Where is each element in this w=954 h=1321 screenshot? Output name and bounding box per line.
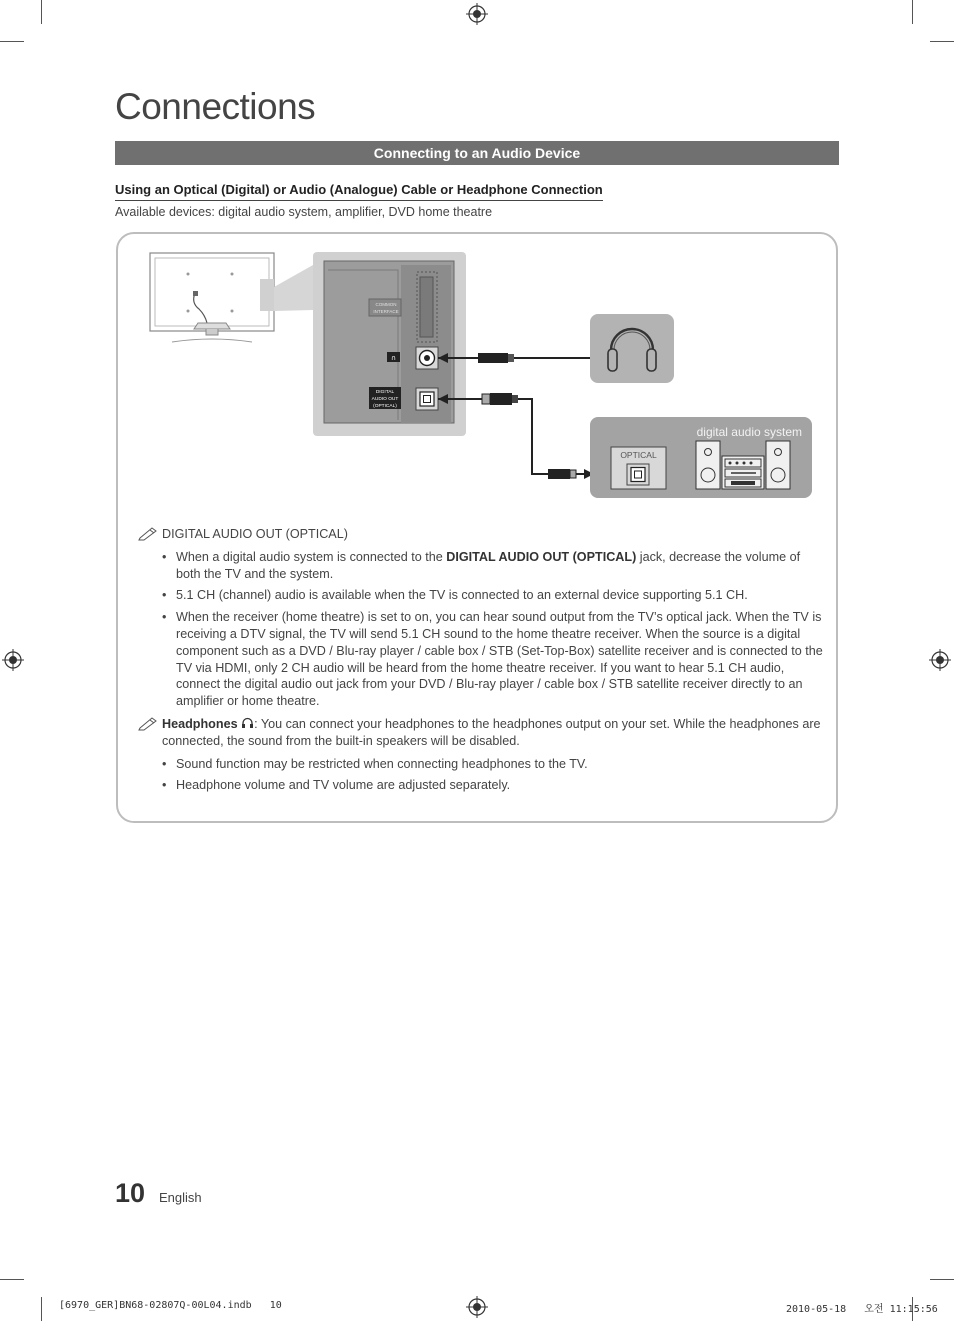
jack-panel — [313, 252, 466, 436]
common-interface-label: INTERFACE — [373, 309, 399, 314]
crop-mark — [41, 1297, 42, 1321]
notes-section — [138, 526, 823, 800]
registration-mark-icon — [929, 649, 951, 671]
note-optical — [138, 526, 823, 543]
crop-mark — [0, 1279, 24, 1280]
bullet-text: jack, decrease the volume of both the TV and the system. — [176, 549, 801, 581]
digital-audio-system-label: digital audio system — [696, 425, 802, 439]
headphone-port-icon: ∩ — [390, 354, 397, 362]
optical-port-label: OPTICAL — [620, 450, 657, 460]
page-title: Connections — [115, 86, 316, 127]
headphone-icon — [241, 717, 254, 729]
subheading: Using an Optical (Digital) or Audio (Analogue) Cable or Headphone Connection — [115, 182, 603, 201]
list-item: • 5.1 CH (channel) audio is available when the TV is connected to an external device supporting 5.1 CH. — [176, 587, 823, 604]
page-language: English — [159, 1190, 202, 1205]
print-timestamp: 2010-05-18 오전 11:15:56 — [786, 1304, 938, 1315]
file-info: [6970_GER]BN68-02807Q-00L04.indb 10 — [59, 1300, 282, 1311]
list-item: • When the receiver (home theatre) is set to on, you can hear sound output from the TV’s optical jack. When the TV is receiving a DTV signal, the TV will send 5.1 CH sound to the home theatre receiver. When the source is a digital component such as a DVD / Blu-ray player / cable box / STB (Set-Top-Box) satellite receiver and is connected to the TV via HDMI, only 2 CH audio will be heard from the home theatre receiver. If you want to hear 5.1 CH audio, connect the digital audio out jack from your DVD / Blu-ray player / cable box / STB satellite receiver directly to an amplifier or home theatre. — [176, 609, 823, 710]
headphones-text: : You can connect your headphones to the headphones output on your set. While the headphones are connected, the sound from the built-in speakers will be disabled. — [162, 716, 821, 748]
registration-mark-icon — [466, 1296, 488, 1318]
note-pencil-icon — [138, 715, 160, 731]
digital-audio-out-label: AUDIO OUT — [371, 397, 399, 402]
available-devices: Available devices: digital audio system, amplifier, DVD home theatre — [115, 205, 493, 219]
headphones-label: Headphones — [162, 716, 238, 731]
headphones-device — [590, 314, 674, 383]
note-pencil-icon — [138, 525, 160, 541]
registration-mark-icon — [2, 649, 24, 671]
tv-rear-illustration — [150, 253, 313, 342]
connection-diagram — [0, 0, 954, 520]
note-optical-heading: DIGITAL AUDIO OUT (OPTICAL) — [162, 527, 348, 541]
crop-mark — [930, 1279, 954, 1280]
section-title: Connecting to an Audio Device — [115, 141, 839, 165]
digital-audio-out-label: (OPTICAL) — [373, 404, 397, 409]
page-number: 10 — [115, 1178, 146, 1208]
list-item: • Sound function may be restricted when connecting headphones to the TV. — [176, 756, 823, 773]
bullet-bold-text: DIGITAL AUDIO OUT (OPTICAL) — [446, 549, 637, 564]
digital-audio-system-device — [590, 417, 812, 498]
bullet-text: When a digital audio system is connected to the — [176, 549, 447, 564]
list-item — [176, 549, 823, 583]
list-item: • Headphone volume and TV volume are adjusted separately. — [176, 777, 823, 794]
headphone-bullets — [138, 756, 823, 795]
common-interface-label: COMMON — [375, 302, 397, 307]
digital-audio-out-label: DIGITAL — [375, 390, 395, 395]
optical-bullets — [138, 549, 823, 710]
note-headphones — [138, 716, 823, 750]
